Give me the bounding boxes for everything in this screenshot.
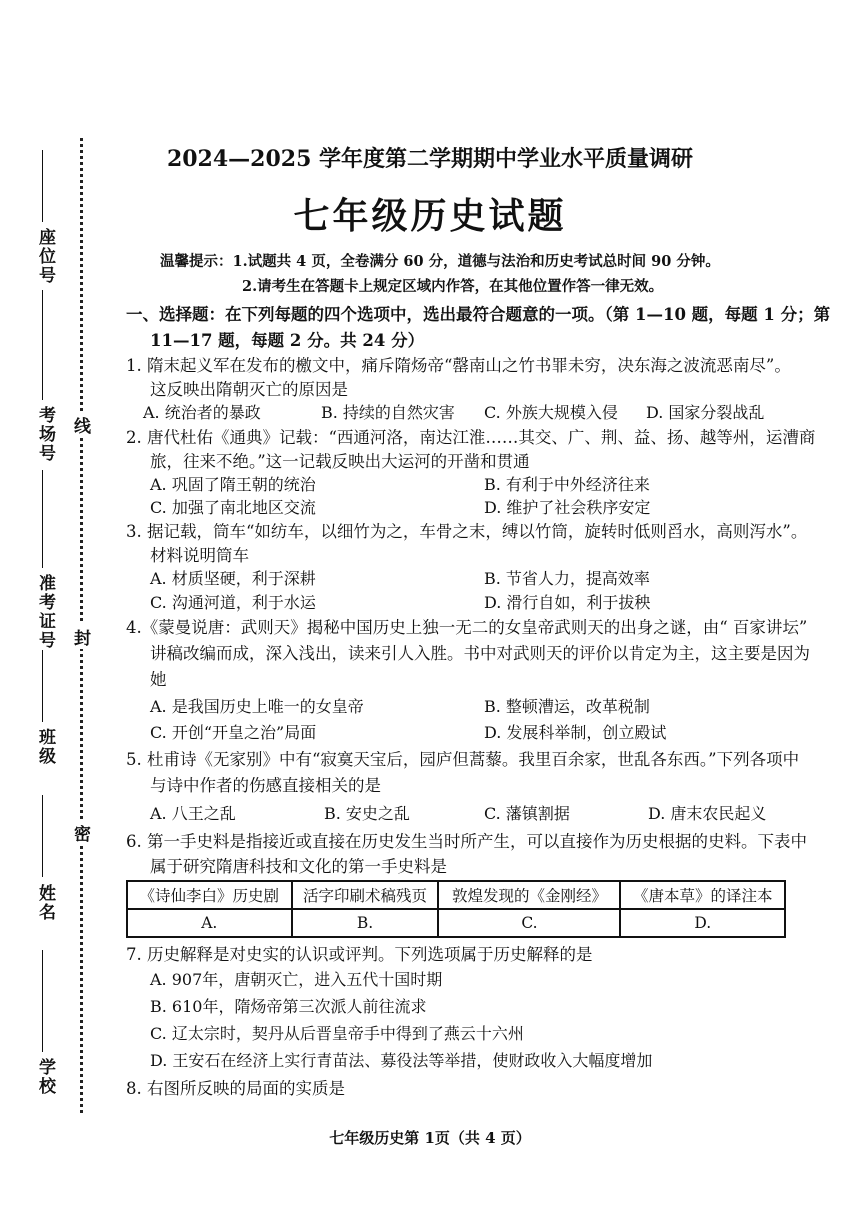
ticket-fill-line bbox=[42, 470, 43, 568]
school-fill-line bbox=[42, 950, 43, 1052]
table-cell: 《诗仙李白》历史剧 bbox=[127, 881, 292, 909]
q1-stem: 1. 隋末起义军在发布的檄文中，痛斥隋炀帝“罄南山之竹书罪未穷，决东海之波流恶南尽”。 bbox=[126, 356, 791, 375]
q2-option-c: C. 加强了南北地区交流 bbox=[150, 498, 316, 517]
q3-stem: 3. 据记载，筒车“如纺车，以细竹为之，车骨之末，缚以竹筒，旋转时低则舀水，高则泻水”。 bbox=[126, 522, 808, 541]
q6-source-table bbox=[126, 880, 786, 938]
q4-stem-cont: 讲稿改编而成，深入浅出，读来引人入胜。书中对武则天的评价以肯定为主，这主要是因为 bbox=[150, 644, 810, 663]
exam-title: 2024—2025 学年度第二学期期中学业水平质量调研 bbox=[166, 146, 694, 172]
q7-option-a: A. 907年，唐朝灭亡，进入五代十国时期 bbox=[150, 970, 443, 989]
q1-option-c: C. 外族大规模入侵 bbox=[484, 403, 618, 422]
q2-option-a: A. 巩固了隋王朝的统治 bbox=[150, 475, 316, 494]
table-cell: A. bbox=[127, 909, 292, 937]
seal-char-secret: 密 bbox=[74, 820, 91, 845]
q2-option-d: D. 维护了社会秩序安定 bbox=[484, 498, 651, 517]
q5-option-c: C. 藩镇割据 bbox=[484, 804, 570, 823]
q2-stem-cont: 旅，往来不绝。”这一记载反映出大运河的开凿和贯通 bbox=[150, 452, 530, 471]
class-label: 班级 bbox=[35, 728, 55, 766]
q4-stem: 4.《蒙曼说唐：武则天》揭秘中国历史上独一无二的女皇帝武则天的出身之谜，由“ 百家讲坛” bbox=[126, 618, 808, 637]
table-cell: 活字印刷术稿残页 bbox=[292, 881, 439, 909]
q5-option-d: D. 唐末农民起义 bbox=[648, 804, 767, 823]
school-label: 学校 bbox=[35, 1058, 55, 1096]
q3-option-b: B. 节省人力，提高效率 bbox=[484, 569, 650, 588]
q7-option-c: C. 辽太宗时，契丹从后晋皇帝手中得到了燕云十六州 bbox=[150, 1024, 524, 1043]
q1-stem-cont: 这反映出隋朝灭亡的原因是 bbox=[150, 380, 348, 399]
q5-stem-cont: 与诗中作者的伤感直接相关的是 bbox=[150, 776, 381, 795]
q4-stem-cont-2: 她 bbox=[150, 670, 167, 689]
q1-option-b: B. 持续的自然灾害 bbox=[321, 403, 455, 422]
q1-option-a: A. 统治者的暴政 bbox=[143, 403, 261, 422]
page-footer: 七年级历史第 1页（共 4 页） bbox=[329, 1129, 531, 1147]
q6-stem: 6. 第一手史料是指接近或直接在历史发生当时所产生，可以直接作为历史根据的史料。下表中 bbox=[126, 832, 807, 851]
class-fill-line bbox=[42, 650, 43, 722]
room-label: 考场号 bbox=[35, 406, 55, 463]
q5-option-a: A. 八王之乱 bbox=[150, 804, 236, 823]
q8-stem: 8. 右图所反映的局面的实质是 bbox=[126, 1079, 345, 1098]
q4-option-b: B. 整顿漕运，改革税制 bbox=[484, 697, 650, 716]
room-fill-line bbox=[42, 290, 43, 400]
name-label: 姓名 bbox=[35, 884, 55, 922]
tip-line-1: 温馨提示：1.试题共 4 页，全卷满分 60 分，道德与法治和历史考试总时间 90 分钟。 bbox=[160, 253, 720, 270]
table-cell: C. bbox=[438, 909, 620, 937]
seat-label: 座位号 bbox=[35, 228, 55, 285]
q4-option-a: A. 是我国历史上唯一的女皇帝 bbox=[150, 697, 364, 716]
subject-title: 七年级历史试题 bbox=[293, 195, 567, 237]
q5-option-b: B. 安史之乱 bbox=[324, 804, 410, 823]
q3-stem-cont: 材料说明筒车 bbox=[150, 546, 249, 565]
q1-option-d: D. 国家分裂战乱 bbox=[646, 403, 765, 422]
q7-stem: 7. 历史解释是对史实的认识或评判。下列选项属于历史解释的是 bbox=[126, 945, 593, 964]
name-fill-line bbox=[42, 795, 43, 877]
q3-option-d: D. 滑行自如，利于拔秧 bbox=[484, 593, 651, 612]
ticket-label: 准考证号 bbox=[35, 574, 55, 650]
table-cell: B. bbox=[292, 909, 439, 937]
tip-line-2: 2.请考生在答题卡上规定区域内作答，在其他位置作答一律无效。 bbox=[242, 278, 664, 295]
q3-option-c: C. 沟通河道，利于水运 bbox=[150, 593, 316, 612]
q3-option-a: A. 材质坚硬，利于深耕 bbox=[150, 569, 316, 588]
q7-option-d: D. 王安石在经济上实行青苗法、募役法等举措，使财政收入大幅度增加 bbox=[150, 1051, 653, 1070]
table-row bbox=[127, 881, 785, 909]
section-1-heading-cont: 11—17 题，每题 2 分。共 24 分） bbox=[150, 331, 425, 350]
q5-stem: 5. 杜甫诗《无家别》中有“寂寞天宝后，园庐但蒿藜。我里百余家，世乱各东西。”下列各项中 bbox=[126, 750, 800, 769]
table-cell: 《唐本草》的译注本 bbox=[620, 881, 785, 909]
q2-option-b: B. 有利于中外经济往来 bbox=[484, 475, 650, 494]
seal-char-seal: 封 bbox=[74, 624, 91, 649]
table-cell: 敦煌发现的《金刚经》 bbox=[438, 881, 620, 909]
q2-stem: 2. 唐代杜佑《通典》记载：“西通河洛，南达江淮……其交、广、荆、益、扬、越等州，运漕商 bbox=[126, 428, 816, 447]
q4-option-d: D. 发展科举制，创立殿试 bbox=[484, 723, 667, 742]
table-row bbox=[127, 909, 785, 937]
q7-option-b: B. 610年，隋炀帝第三次派人前往流求 bbox=[150, 997, 427, 1016]
seal-char-line: 线 bbox=[74, 412, 91, 437]
section-1-heading: 一、选择题：在下列每题的四个选项中，选出最符合题意的一项。（第 1—10 题，每题 1 分；第 bbox=[126, 305, 831, 324]
q6-stem-cont: 属于研究隋唐科技和文化的第一手史料是 bbox=[150, 857, 447, 876]
table-cell: D. bbox=[620, 909, 785, 937]
q4-option-c: C. 开创“开皇之治”局面 bbox=[150, 723, 317, 742]
